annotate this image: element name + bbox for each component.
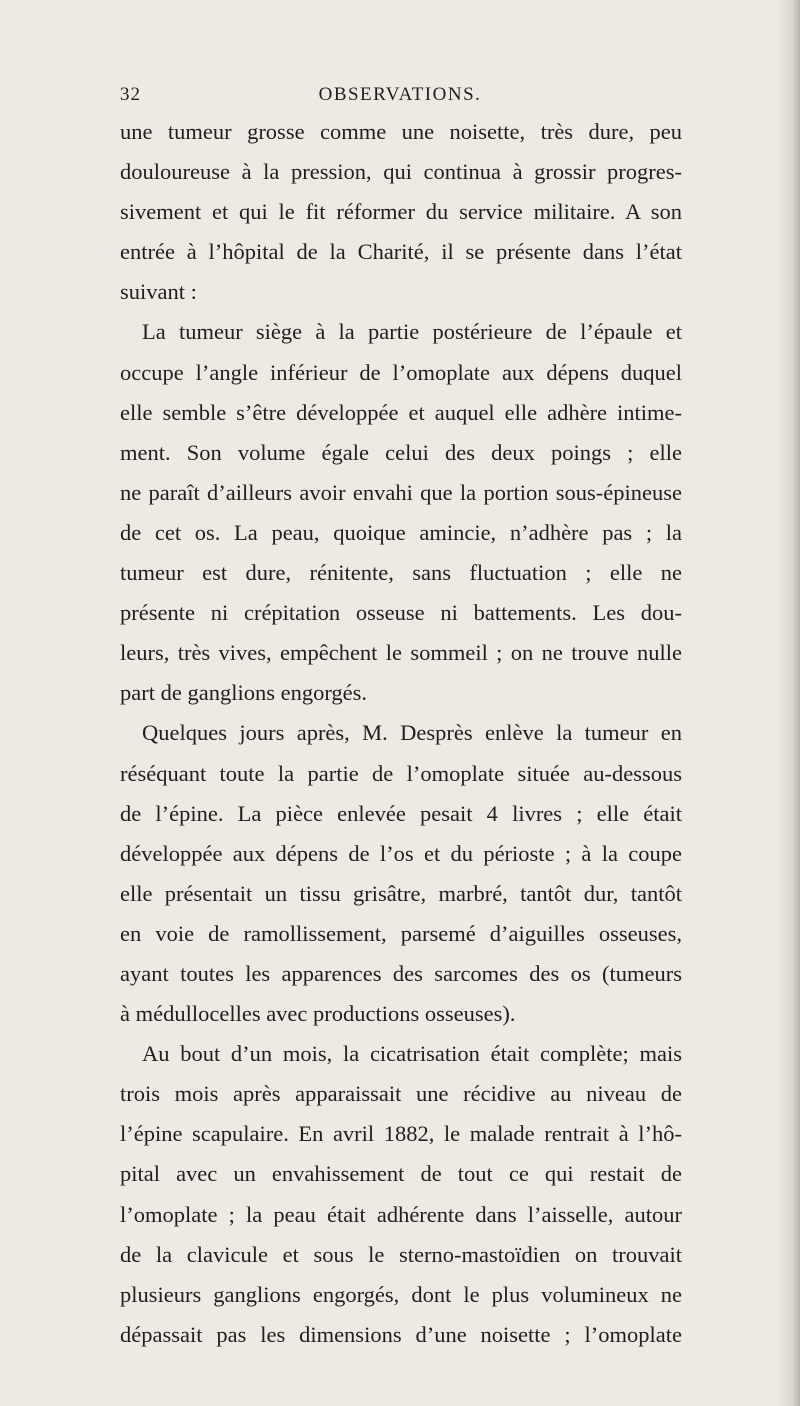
page-edge-shadow — [776, 0, 800, 1406]
text-line: trois mois après apparaissait une récidive au niveau de — [120, 1081, 682, 1107]
text-line: tumeur est dure, rénitente, sans fluctuation ; elle ne — [120, 560, 682, 586]
text-line: ayant toutes les apparences des sarcomes des os (tumeurs — [120, 960, 682, 986]
body-text — [120, 112, 682, 1355]
text-line: ne paraît d’ailleurs avoir envahi que la portion sous-épineuse — [120, 479, 682, 505]
text-line: Quelques jours après, M. Desprès enlève la tumeur en — [142, 720, 682, 746]
text-line: réséquant toute la partie de l’omoplate située au-dessous — [120, 760, 682, 786]
text-line: de cet os. La peau, quoique amincie, n’adhère pas ; la — [120, 519, 682, 545]
text-line: à médullocelles avec productions osseuses). — [120, 1001, 516, 1027]
text-line: une tumeur grosse comme une noisette, très dure, peu — [120, 119, 682, 144]
text-line: dépassait pas les dimensions d’une noisette ; l’omoplate — [120, 1321, 682, 1347]
text-line: développée aux dépens de l’os et du périoste ; à la coupe — [120, 840, 682, 866]
text-line: part de ganglions engorgés. — [120, 680, 368, 706]
text-line: elle semble s’être développée et auquel elle adhère intime- — [120, 399, 682, 425]
text-line: l’omoplate ; la peau était adhérente dans l’aisselle, autour — [120, 1201, 682, 1227]
page-header — [120, 84, 680, 114]
text-line: occupe l’angle inférieur de l’omoplate aux dépens duquel — [120, 359, 682, 385]
text-line: l’épine scapulaire. En avril 1882, le malade rentrait à l’hô- — [120, 1121, 682, 1147]
text-line: entrée à l’hôpital de la Charité, il se présente dans l’état — [120, 239, 682, 265]
text-line: de l’épine. La pièce enlevée pesait 4 livres ; elle était — [120, 800, 682, 826]
text-line: elle présentait un tissu grisâtre, marbré, tantôt dur, tantôt — [120, 880, 682, 906]
page-number: 32 — [120, 84, 141, 105]
text-line: Au bout d’un mois, la cicatrisation était complète; mais — [142, 1041, 682, 1067]
text-line: suivant : — [120, 279, 197, 305]
text-line: plusieurs ganglions engorgés, dont le plus volumineux ne — [120, 1281, 682, 1307]
text-line: douloureuse à la pression, qui continua à grossir progres- — [120, 159, 682, 185]
text-line: sivement et qui le fit réformer du service militaire. A son — [120, 199, 682, 225]
text-line: en voie de ramollissement, parsemé d’aiguilles osseuses, — [120, 920, 682, 946]
text-line: pital avec un envahissement de tout ce qui restait de — [120, 1161, 682, 1187]
text-line: de la clavicule et sous le sterno-mastoïdien on trouvait — [120, 1241, 682, 1267]
text-line: La tumeur siège à la partie postérieure de l’épaule et — [142, 319, 682, 345]
running-head: OBSERVATIONS. — [318, 84, 482, 105]
text-line: ment. Son volume égale celui des deux poings ; elle — [120, 439, 682, 465]
text-line: leurs, très vives, empêchent le sommeil ; on ne trouve nulle — [120, 640, 682, 666]
text-line: présente ni crépitation osseuse ni battements. Les dou- — [120, 600, 682, 626]
